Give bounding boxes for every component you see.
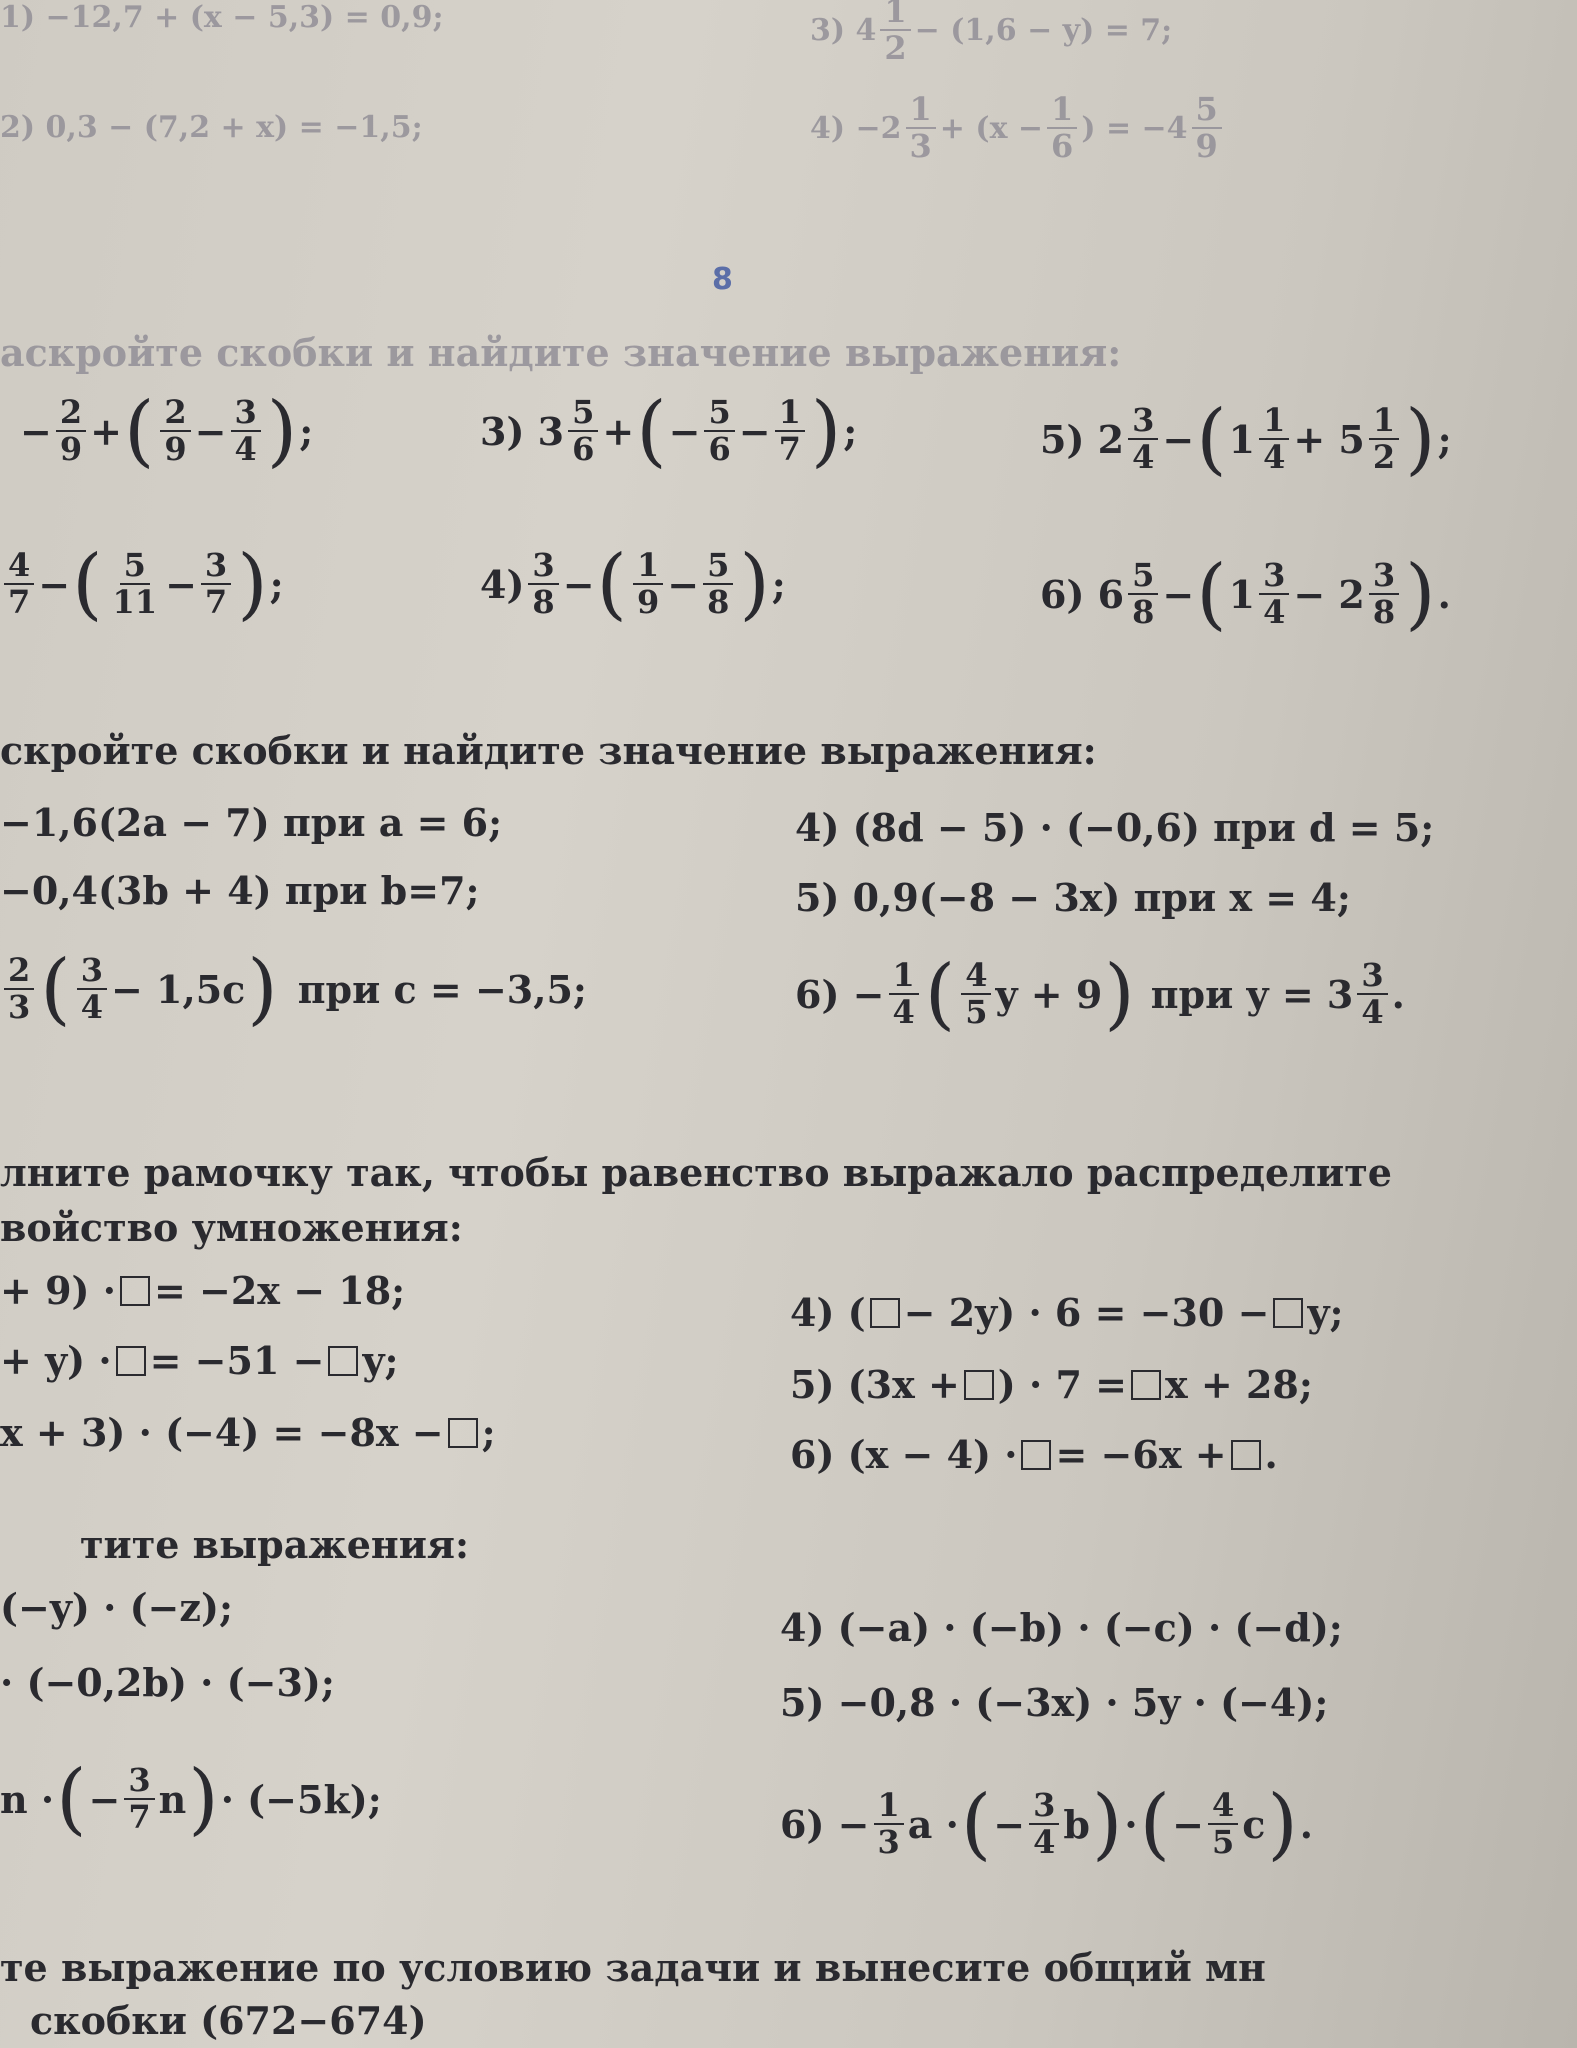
frac	[704, 392, 734, 468]
paren-open: (	[123, 386, 155, 476]
frac-den: 6	[708, 430, 731, 468]
frac	[231, 392, 261, 468]
s4-item-2-text: · (−0,2b) · (−3);	[0, 1660, 335, 1705]
frac	[568, 392, 598, 468]
frac	[1259, 555, 1289, 631]
expr: − 1,5c	[110, 966, 246, 1012]
frac-num: 5	[703, 548, 733, 585]
footer-line1: те выражение по условию задачи и вынесите общий мн	[0, 1945, 1266, 1990]
frac-den: 7	[204, 583, 228, 621]
minus: −	[667, 561, 700, 607]
expr: y;	[362, 1338, 399, 1383]
s3-item-5	[790, 1362, 1313, 1407]
faded-eq-4-pre: 4) −2	[810, 110, 902, 146]
frac-num: 1	[906, 92, 936, 129]
frac-den: 7	[8, 583, 31, 621]
sign: −	[20, 408, 52, 454]
end: ;	[299, 408, 314, 454]
expr: y + 9	[995, 971, 1103, 1017]
frac-den: 9	[1195, 127, 1218, 166]
frac-den: 7	[778, 430, 801, 468]
paren-close: )	[247, 944, 278, 1034]
s3-item-2	[0, 1338, 399, 1383]
s3-heading-line2: войство умножения:	[0, 1205, 463, 1250]
faded-eq-1-text: 1) −12,7 + (x − 5,3) = 0,9;	[0, 0, 444, 35]
frac	[4, 545, 34, 621]
paren-close: )	[1091, 1779, 1123, 1869]
frac-den: 8	[532, 583, 555, 621]
s4-item-5	[780, 1680, 1328, 1725]
s2-item-2	[0, 868, 480, 913]
faded-eq-3-frac	[880, 0, 910, 66]
frac	[1128, 555, 1158, 631]
frac-num: 2	[4, 953, 34, 990]
frac	[1369, 555, 1399, 631]
paren-close: )	[1104, 949, 1135, 1039]
minus: −	[165, 561, 197, 607]
faded-eq-1	[0, 0, 444, 35]
end: .	[1391, 971, 1405, 1017]
frac	[109, 545, 162, 621]
s1-item-1	[20, 386, 314, 476]
faded-eq-2	[0, 110, 423, 145]
frac-den: 4	[234, 430, 257, 468]
s4-item-4-text: 4) (−a) · (−b) · (−c) · (−d);	[780, 1605, 1343, 1650]
paren-open: (	[1139, 1779, 1171, 1869]
expr: x + 28;	[1164, 1362, 1313, 1407]
minus: −	[738, 408, 771, 454]
frac	[1128, 400, 1158, 476]
faded-eq-3-label: 3) 4	[810, 12, 877, 48]
faded-eq-4	[810, 92, 1226, 164]
s4-item-2	[0, 1660, 335, 1705]
minus: −	[194, 408, 227, 454]
s4-heading: тите выражения:	[80, 1522, 470, 1567]
frac-den: 8	[1372, 593, 1396, 631]
paren-close: )	[237, 539, 268, 629]
frac-num: 5	[704, 395, 734, 432]
frac-den: 11	[112, 583, 158, 621]
blank-box	[1021, 1440, 1051, 1470]
whole: − 2	[1293, 571, 1365, 617]
minus: −	[668, 408, 701, 454]
whole: 1	[1228, 416, 1256, 462]
s2-item-3	[0, 944, 587, 1034]
s4-item-6	[780, 1779, 1314, 1869]
expr: = −51 −	[149, 1338, 325, 1383]
blank-box	[116, 1346, 146, 1376]
paren-open: (	[924, 949, 956, 1039]
s1-item-3	[480, 386, 858, 476]
expr: 4) (	[790, 1290, 866, 1335]
frac-den: 4	[1263, 593, 1286, 631]
expr: + 9) ·	[0, 1268, 116, 1313]
paren-close: )	[1405, 394, 1436, 484]
frac-den: 4	[892, 993, 915, 1031]
plus: +	[90, 408, 122, 454]
label: 6) −	[780, 1801, 870, 1847]
end: ;	[843, 408, 858, 454]
s3-item-1	[0, 1268, 405, 1313]
frac-den: 4	[1263, 438, 1286, 476]
frac-den: 3	[909, 127, 932, 166]
frac	[703, 545, 733, 621]
frac-num: 2	[160, 395, 190, 432]
faded-eq-4-post: ) = −4	[1081, 110, 1188, 146]
paren-open: (	[1196, 394, 1227, 484]
s4-item-3	[0, 1754, 382, 1844]
footer-line2: скобки (672−674)	[30, 1998, 427, 2043]
frac-den: 2	[1372, 438, 1396, 476]
blank-box	[328, 1346, 358, 1376]
s3-item-6	[790, 1432, 1278, 1477]
expr: y;	[1307, 1290, 1344, 1335]
frac-num: 3	[1128, 403, 1158, 440]
task-number: 8	[712, 262, 733, 297]
frac-num: 1	[1259, 403, 1289, 440]
frac-den: 4	[1033, 1823, 1056, 1861]
frac-num: 1	[633, 548, 663, 585]
s2-item-5	[795, 875, 1351, 920]
var: c	[1242, 1801, 1266, 1847]
frac-den: 5	[965, 993, 988, 1031]
frac-num: 5	[1128, 558, 1158, 595]
expr: 5) (3x +	[790, 1362, 960, 1407]
frac-num: 1	[874, 1788, 904, 1825]
paren-close: )	[1405, 549, 1436, 639]
frac	[124, 1760, 154, 1836]
frac-den: 9	[636, 583, 660, 621]
frac	[1357, 955, 1387, 1031]
expr: + y) ·	[0, 1338, 112, 1383]
frac-num: 5	[1192, 92, 1222, 129]
frac	[4, 950, 34, 1026]
frac-num: 2	[56, 395, 86, 432]
s2-item-2-text: −0,4(3b + 4) при b=7;	[0, 868, 480, 913]
frac	[874, 1785, 904, 1861]
frac-num: 4	[4, 548, 34, 585]
paren-open: (	[40, 944, 71, 1034]
paren-close: )	[739, 539, 770, 629]
frac-den: 9	[164, 430, 187, 468]
s1-item-4	[480, 539, 786, 629]
var: b	[1063, 1801, 1090, 1847]
minus: −	[1162, 416, 1195, 462]
dot: ·	[1124, 1801, 1138, 1847]
frac	[1369, 400, 1399, 476]
s1-item-2	[0, 539, 284, 629]
frac-num: 3	[124, 1763, 154, 1800]
paren-open: (	[960, 1779, 992, 1869]
plus: +	[602, 408, 635, 454]
blank-box	[448, 1418, 478, 1448]
frac-den: 7	[128, 1798, 151, 1836]
faded-eq-3	[810, 0, 1172, 66]
label: 4)	[480, 561, 525, 607]
frac-num: 1	[1047, 92, 1077, 129]
blank-box	[1273, 1298, 1303, 1328]
faded-eq-4-frac1	[906, 92, 936, 164]
faded-eq-4-mid: + (x −	[939, 110, 1044, 146]
frac	[77, 950, 107, 1026]
paren-open: (	[56, 1754, 87, 1844]
s4-item-1-text: (−y) · (−z);	[0, 1585, 233, 1630]
faded-eq-4-frac3	[1192, 92, 1222, 164]
frac	[160, 392, 190, 468]
minus: −	[1162, 571, 1195, 617]
blank-box	[1131, 1370, 1161, 1400]
minus: −	[562, 561, 595, 607]
var: n	[158, 1776, 187, 1822]
paren-close: )	[188, 1754, 219, 1844]
frac-den: 3	[877, 1823, 900, 1861]
paren-open: (	[1196, 549, 1227, 639]
frac-den: 3	[8, 988, 31, 1026]
frac	[775, 392, 805, 468]
s2-item-1	[0, 800, 502, 845]
frac-den: 9	[59, 430, 83, 468]
minus: −	[88, 1776, 121, 1822]
frac-den: 4	[1132, 438, 1155, 476]
s3-item-3	[0, 1410, 496, 1455]
s1-item-6	[1040, 549, 1451, 639]
end: .	[1299, 1801, 1314, 1847]
minus: −	[1172, 1801, 1204, 1847]
blank-box	[870, 1298, 900, 1328]
frac	[961, 955, 991, 1031]
expr: = −2x − 18;	[153, 1268, 406, 1313]
paren-close: )	[266, 386, 298, 476]
faded-eq-3-rest: − (1,6 − y) = 7;	[914, 12, 1173, 48]
whole: + 5	[1293, 416, 1365, 462]
frac-den: 6	[1051, 127, 1074, 166]
frac-den: 4	[80, 988, 103, 1026]
end: ;	[771, 561, 786, 607]
expr: = −6x +	[1055, 1432, 1227, 1477]
frac-num: 3	[528, 548, 558, 585]
end: ;	[1437, 416, 1452, 462]
s3-item-4	[790, 1290, 1344, 1335]
frac-num: 3	[1369, 558, 1399, 595]
frac-num: 3	[1259, 558, 1289, 595]
minus: −	[993, 1801, 1026, 1847]
paren-open: (	[596, 539, 627, 629]
paren-close: )	[810, 386, 842, 476]
condition: при c = −3,5;	[297, 966, 587, 1012]
paren-close: )	[1267, 1779, 1298, 1869]
frac	[528, 545, 558, 621]
frac-num: 1	[775, 395, 805, 432]
faded-eq-2-text: 2) 0,3 − (7,2 + x) = −1,5;	[0, 110, 423, 145]
s2-item-6	[795, 949, 1405, 1039]
frac	[889, 955, 919, 1031]
s2-item-4	[795, 805, 1434, 850]
expr: .	[1264, 1432, 1278, 1477]
end: .	[1437, 571, 1451, 617]
blank-box	[1231, 1440, 1261, 1470]
s2-item-5-text: 5) 0,9(−8 − 3x) при x = 4;	[795, 875, 1351, 920]
paren-open: (	[636, 386, 667, 476]
expr: ) · 7 =	[997, 1362, 1127, 1407]
s4-item-4	[780, 1605, 1343, 1650]
expr: ;	[481, 1410, 496, 1455]
frac-den: 4	[1361, 993, 1384, 1031]
frac-num: 4	[961, 958, 991, 995]
frac-num: 3	[1357, 958, 1387, 995]
blank-box	[120, 1276, 150, 1306]
faded-eq-4-frac2	[1047, 92, 1077, 164]
frac	[201, 545, 231, 621]
label: 6) 6	[1040, 571, 1125, 617]
frac-num: 5	[120, 548, 150, 585]
frac	[1208, 1785, 1238, 1861]
s2-item-4-text: 4) (8d − 5) · (−0,6) при d = 5;	[795, 805, 1435, 850]
expr: − 2y) · 6 = −30 −	[903, 1290, 1270, 1335]
frac-num: 3	[231, 395, 261, 432]
s2-heading: скройте скобки и найдите значение выражения:	[0, 728, 1097, 773]
frac-num: 3	[201, 548, 231, 585]
expr: 6) (x − 4) ·	[790, 1432, 1018, 1477]
s1-item-5	[1040, 394, 1452, 484]
frac-num: 4	[1208, 1788, 1238, 1825]
frac-den: 6	[572, 430, 595, 468]
label: 5) 2	[1040, 416, 1125, 462]
end: ;	[269, 561, 284, 607]
expr: · (−5k);	[220, 1776, 382, 1822]
frac-den: 8	[707, 583, 730, 621]
frac-num: 5	[568, 395, 598, 432]
s3-heading-line1: лните рамочку так, чтобы равенство выражало распределите	[0, 1150, 1392, 1195]
blank-box	[964, 1370, 994, 1400]
frac-den: 2	[884, 29, 907, 68]
expr: x + 3) · (−4) = −8x −	[0, 1410, 444, 1455]
frac-num: 1	[1369, 403, 1399, 440]
frac-num: 3	[1029, 1788, 1059, 1825]
condition: при y = 3	[1150, 971, 1354, 1017]
minus: −	[38, 561, 71, 607]
label: 6) −	[795, 971, 885, 1017]
s4-item-1	[0, 1585, 233, 1630]
frac	[56, 392, 86, 468]
frac-num: 1	[889, 958, 919, 995]
paren-open: (	[72, 539, 103, 629]
var: a ·	[907, 1801, 959, 1847]
frac	[1259, 400, 1289, 476]
whole: 1	[1228, 571, 1256, 617]
s4-item-5-text: 5) −0,8 · (−3x) · 5y · (−4);	[780, 1680, 1329, 1725]
frac-num: 1	[880, 0, 910, 31]
s1-heading: аскройте скобки и найдите значение выражения:	[0, 330, 1122, 375]
expr: n ·	[0, 1776, 55, 1822]
frac	[633, 545, 663, 621]
label: 3) 3	[480, 408, 565, 454]
s2-item-1-text: −1,6(2a − 7) при a = 6;	[0, 800, 503, 845]
frac-den: 8	[1132, 593, 1155, 631]
frac	[1029, 1785, 1059, 1861]
frac-num: 3	[77, 953, 107, 990]
frac-den: 5	[1211, 1823, 1235, 1861]
